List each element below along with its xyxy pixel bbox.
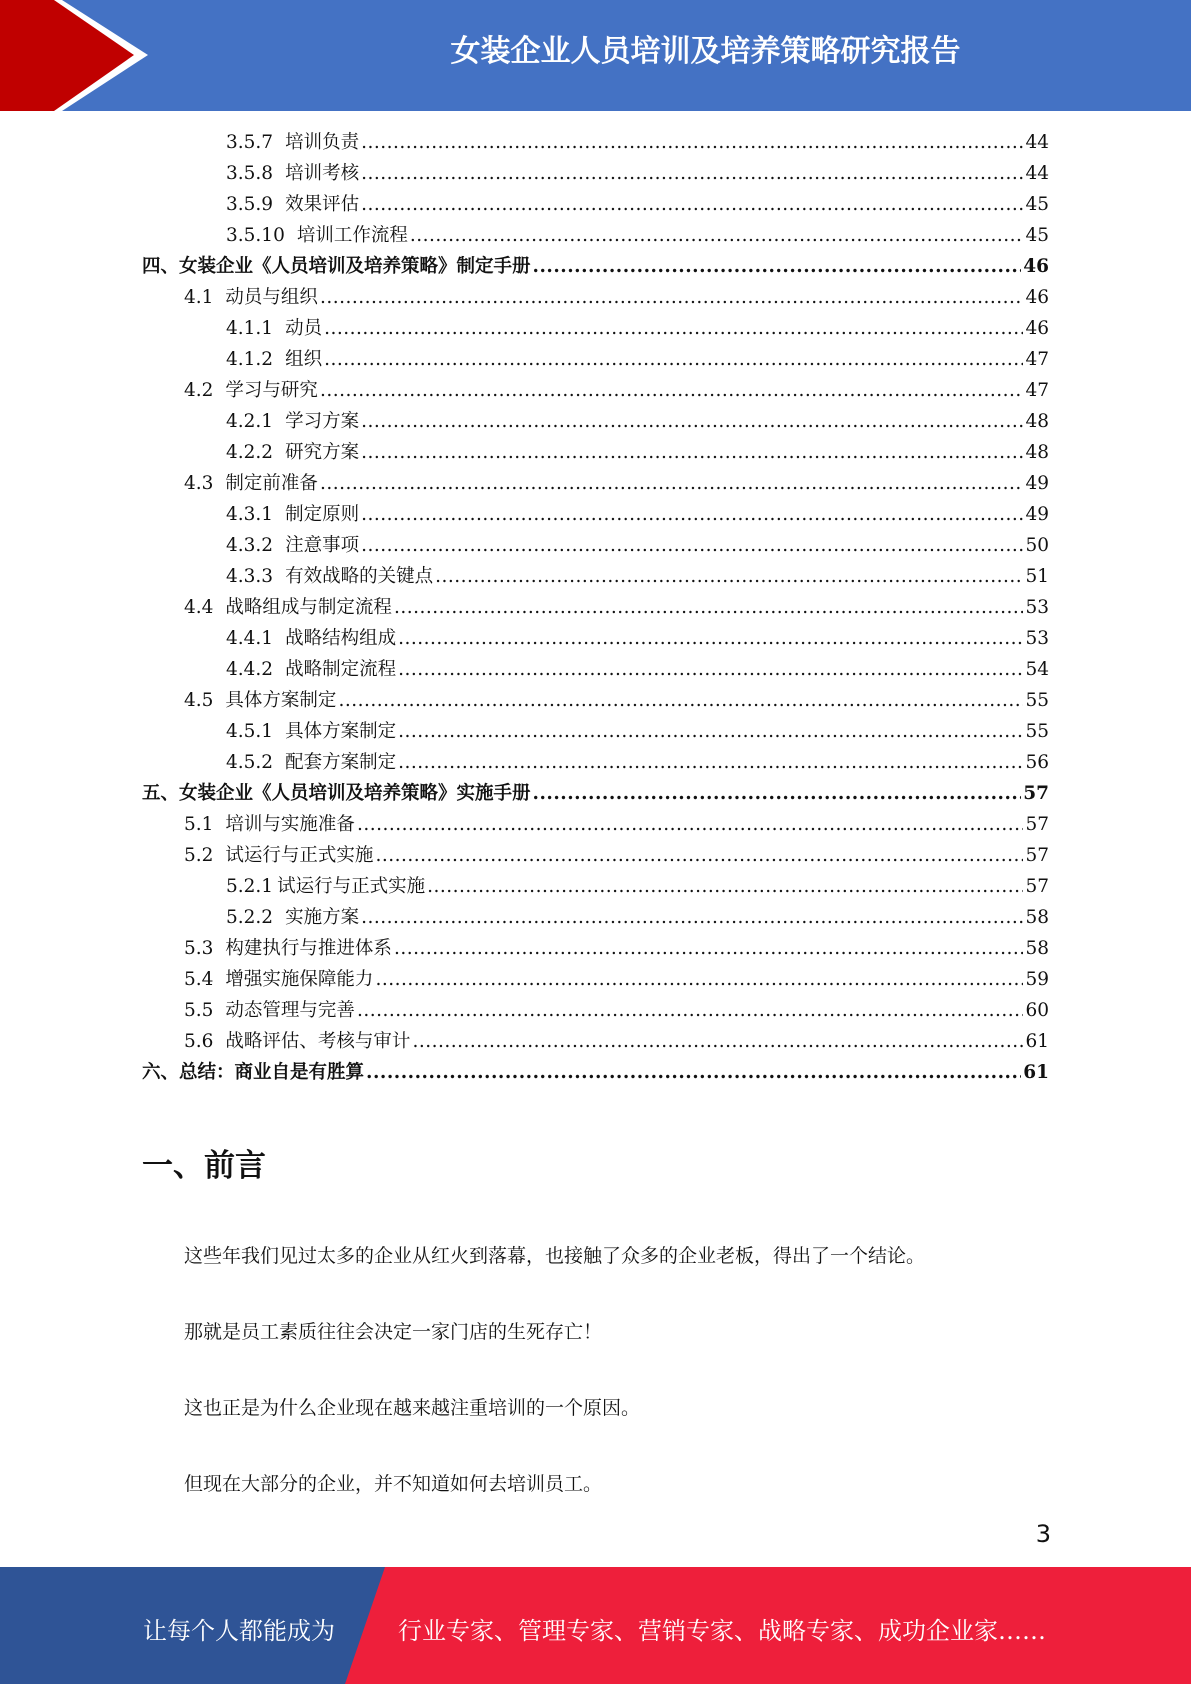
- toc-page: 46: [1023, 256, 1049, 277]
- toc-page: 46: [1025, 287, 1049, 308]
- toc-page: 56: [1025, 752, 1049, 773]
- toc-title: 具体方案制定: [285, 721, 397, 742]
- page-footer: [0, 1567, 1191, 1684]
- toc-number: 4.2.1: [226, 411, 274, 432]
- toc-number: 5.2: [184, 845, 214, 866]
- toc-number: 3.5.9: [226, 194, 274, 215]
- toc-chapter-entry[interactable]: [142, 778, 1049, 809]
- toc-page: 46: [1025, 318, 1049, 339]
- toc-entry[interactable]: [226, 747, 1049, 778]
- toc-leader: [398, 716, 1023, 747]
- toc-title: 效果评估: [285, 194, 360, 215]
- toc-page: 58: [1025, 938, 1049, 959]
- toc-leader: [361, 437, 1023, 468]
- toc-title: 增强实施保障能力: [225, 969, 374, 990]
- toc-number: 4.4.1: [226, 628, 274, 649]
- page-header: [0, 0, 1191, 111]
- toc-number: 4.2: [184, 380, 214, 401]
- toc-entry[interactable]: [226, 158, 1049, 189]
- toc-title: 试运行与正式实施: [225, 845, 374, 866]
- toc-page: 47: [1025, 349, 1049, 370]
- toc-leader: [361, 902, 1023, 933]
- toc-number: 5.3: [184, 938, 214, 959]
- toc-leader: [320, 282, 1024, 313]
- toc-page: 54: [1025, 659, 1049, 680]
- chevron-arrow-icon: [0, 0, 160, 111]
- toc-leader: [435, 561, 1023, 592]
- toc-entry[interactable]: [226, 406, 1049, 437]
- toc-number: 4.5.2: [226, 752, 274, 773]
- toc-page: 47: [1025, 380, 1049, 401]
- toc-title: 研究方案: [285, 442, 360, 463]
- toc-number: 4.1.2: [226, 349, 274, 370]
- toc-number: 5.2.2: [226, 907, 274, 928]
- toc-number: 5.4: [184, 969, 214, 990]
- toc-entry[interactable]: [184, 933, 1049, 964]
- body-paragraph: 但现在大部分的企业，并不知道如何去培训员工。: [184, 1473, 603, 1495]
- toc-number: 3.5.8: [226, 163, 274, 184]
- toc-entry[interactable]: [184, 1026, 1049, 1057]
- toc-title: 战略结构组成: [285, 628, 397, 649]
- toc-page: 49: [1025, 473, 1049, 494]
- toc-leader: [398, 747, 1023, 778]
- toc-number: 4.4: [184, 597, 214, 618]
- toc-number: 5.6: [184, 1031, 214, 1052]
- toc-number: 5.1: [184, 814, 214, 835]
- toc-entry[interactable]: [226, 871, 1049, 902]
- toc-leader: [361, 189, 1023, 220]
- toc-entry[interactable]: [226, 127, 1049, 158]
- toc-number: 4.2.2: [226, 442, 274, 463]
- toc-leader: [361, 530, 1023, 561]
- toc-number: 3.5.7: [226, 132, 274, 153]
- toc-page: 59: [1025, 969, 1049, 990]
- toc-title: 动员与组织: [225, 287, 318, 308]
- toc-number: 5.5: [184, 1000, 214, 1021]
- toc-leader: [410, 220, 1024, 251]
- toc-page: 53: [1025, 628, 1049, 649]
- toc-title: 具体方案制定: [225, 690, 337, 711]
- body-paragraph: 这些年我们见过太多的企业从红火到落幕，也接触了众多的企业老板，得出了一个结论。: [184, 1245, 926, 1267]
- toc-page: 57: [1025, 876, 1049, 897]
- toc-leader: [427, 871, 1023, 902]
- toc-title: 试运行与正式实施: [277, 876, 426, 897]
- toc-entry[interactable]: [226, 623, 1049, 654]
- toc-leader: [366, 1057, 1021, 1088]
- toc-entry[interactable]: [184, 995, 1049, 1026]
- toc-title: 制定原则: [285, 504, 360, 525]
- section-heading: 一、前言: [142, 1148, 266, 1184]
- toc-leader: [394, 592, 1024, 623]
- toc-page: 45: [1025, 194, 1049, 215]
- toc-leader: [398, 623, 1023, 654]
- toc-number: 4.5: [184, 690, 214, 711]
- toc-title: 组织: [285, 349, 323, 370]
- toc-title: 学习方案: [285, 411, 360, 432]
- toc-page: 57: [1023, 783, 1049, 804]
- toc-page: 61: [1023, 1062, 1049, 1083]
- toc-number: 4.3.3: [226, 566, 274, 587]
- footer-slogan-left: 让每个人都能成为: [143, 1617, 335, 1645]
- toc-leader: [398, 654, 1023, 685]
- toc-title: 构建执行与推进体系: [225, 938, 392, 959]
- page-number: 3: [1035, 1520, 1051, 1548]
- toc-title: 注意事项: [285, 535, 360, 556]
- toc-leader: [320, 468, 1024, 499]
- body-paragraph: 这也正是为什么企业现在越来越注重培训的一个原因。: [184, 1397, 641, 1419]
- report-title: 女装企业人员培训及培养策略研究报告: [450, 34, 961, 69]
- toc-title: 培训工作流程: [296, 225, 408, 246]
- toc-title: 培训与实施准备: [225, 814, 355, 835]
- toc-number: 4.4.2: [226, 659, 274, 680]
- footer-slogan-right: 行业专家、管理专家、营销专家、战略专家、成功企业家……: [398, 1617, 1046, 1645]
- toc-leader: [375, 964, 1023, 995]
- toc-title: 战略组成与制定流程: [225, 597, 392, 618]
- toc-leader: [361, 158, 1023, 189]
- toc-page: 55: [1025, 721, 1049, 742]
- toc-title: 四、女装企业《人员培训及培养策略》制定手册: [142, 256, 531, 277]
- toc-title: 六、总结：商业自是有胜算: [142, 1062, 365, 1083]
- toc-title: 动员: [285, 318, 323, 339]
- toc-entry[interactable]: [184, 468, 1049, 499]
- toc-page: 55: [1025, 690, 1049, 711]
- toc-leader: [533, 251, 1022, 282]
- toc-title: 培训负责: [285, 132, 360, 153]
- toc-leader: [357, 995, 1024, 1026]
- toc-page: 57: [1025, 814, 1049, 835]
- toc-chapter-entry[interactable]: [142, 1057, 1049, 1088]
- toc-entry[interactable]: [226, 902, 1049, 933]
- toc-title: 实施方案: [285, 907, 360, 928]
- toc-number: 5.2.1: [226, 876, 274, 897]
- toc-number: 4.1: [184, 287, 214, 308]
- toc-title: 动态管理与完善: [225, 1000, 355, 1021]
- toc-leader: [324, 344, 1023, 375]
- toc-page: 49: [1025, 504, 1049, 525]
- toc-leader: [361, 499, 1023, 530]
- toc-entry[interactable]: [226, 220, 1049, 251]
- toc-leader: [412, 1026, 1023, 1057]
- toc-entry[interactable]: [226, 716, 1049, 747]
- toc-page: 58: [1025, 907, 1049, 928]
- toc-number: 3.5.10: [226, 225, 285, 246]
- toc-entry[interactable]: [226, 437, 1049, 468]
- toc-page: 48: [1025, 442, 1049, 463]
- toc-leader: [375, 840, 1023, 871]
- toc-entry[interactable]: [184, 685, 1049, 716]
- toc-page: 44: [1025, 132, 1049, 153]
- toc-entry[interactable]: [184, 809, 1049, 840]
- toc-entry[interactable]: [184, 840, 1049, 871]
- toc-entry[interactable]: [226, 313, 1049, 344]
- toc-leader: [324, 313, 1023, 344]
- toc-page: 51: [1025, 566, 1049, 587]
- toc-entry[interactable]: [226, 189, 1049, 220]
- toc-number: 4.3.1: [226, 504, 274, 525]
- toc-page: 44: [1025, 163, 1049, 184]
- toc-number: 4.5.1: [226, 721, 274, 742]
- toc-leader: [361, 406, 1023, 437]
- toc-title: 有效战略的关键点: [285, 566, 434, 587]
- toc-number: 4.1.1: [226, 318, 274, 339]
- toc-number: 4.3.2: [226, 535, 274, 556]
- toc-title: 战略制定流程: [285, 659, 397, 680]
- toc-page: 53: [1025, 597, 1049, 618]
- toc-title: 制定前准备: [225, 473, 318, 494]
- toc-page: 50: [1025, 535, 1049, 556]
- toc-entry[interactable]: [226, 499, 1049, 530]
- toc-leader: [357, 809, 1024, 840]
- toc-chapter-entry[interactable]: [142, 251, 1049, 282]
- toc-title: 学习与研究: [225, 380, 318, 401]
- toc-leader: [338, 685, 1023, 716]
- toc-page: 48: [1025, 411, 1049, 432]
- toc-title: 培训考核: [285, 163, 360, 184]
- toc-page: 61: [1025, 1031, 1049, 1052]
- toc-leader: [320, 375, 1024, 406]
- toc-page: 60: [1025, 1000, 1049, 1021]
- toc-page: 45: [1025, 225, 1049, 246]
- toc-page: 57: [1025, 845, 1049, 866]
- toc-leader: [361, 127, 1023, 158]
- toc-leader: [394, 933, 1024, 964]
- toc-entry[interactable]: [226, 530, 1049, 561]
- toc-entry[interactable]: [226, 654, 1049, 685]
- toc-entry[interactable]: [184, 964, 1049, 995]
- toc-title: 五、女装企业《人员培训及培养策略》实施手册: [142, 783, 531, 804]
- toc-number: 4.3: [184, 473, 214, 494]
- toc-entry[interactable]: [226, 561, 1049, 592]
- toc-leader: [533, 778, 1022, 809]
- toc-entry[interactable]: [184, 282, 1049, 313]
- body-paragraph: 那就是员工素质往往会决定一家门店的生死存亡！: [184, 1321, 603, 1343]
- toc-title: 战略评估、考核与审计: [225, 1031, 411, 1052]
- toc-entry[interactable]: [226, 344, 1049, 375]
- toc-title: 配套方案制定: [285, 752, 397, 773]
- toc-entry[interactable]: [184, 375, 1049, 406]
- toc-entry[interactable]: [184, 592, 1049, 623]
